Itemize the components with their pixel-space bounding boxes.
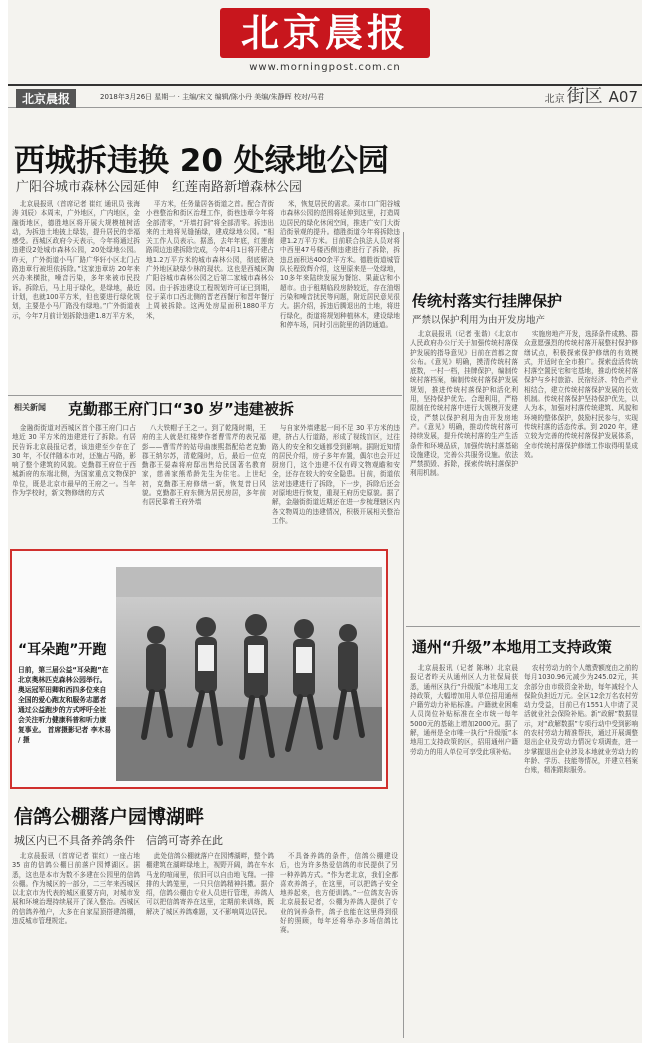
page-header-bar [8,84,642,108]
masthead [8,0,642,78]
jobs-column-2: 农村劳动力的个人缴费额度由之前的每月1030.96元减少为245.02元，其余部分由市级资金补助，每年减轻个人保险负担近万元。全区12余万名农村劳动力受益，目前已有1551人申请了灵活就业社会保险补贴。新“政解”数据显示，对“政解数据”专项行动中受到影响的农村劳动力精准帮扶，通过开展调整退出企业及劳动力情况专项调查，进一步掌握退出企业涉及本地就业劳动力的年龄、学历、技能等情况，并建立档案台账，精准跟踪服务。 [524,664,638,775]
news-photo [116,567,382,781]
kezhe-column-1: 金融街街道对西城区首个郡王府门口占地近 30 平方米的违建进行了拆除。有居民告诉北京晨报记者，该违建至少存在了 30 年，不仅伴随本市对，还施占马路，影响了整个建筑的风貌。克勤郡王府位于西城新府的东端北侧，为国家重点文物保护单位，既是北京市最早的王府之一。当年作为学校时，新文物修缮的方式 [12,424,136,498]
edition-label [545,82,638,108]
kezhe-column-3: 与自家外墙建起一间不足 30 平方米的违建，挤占人行道路，形成了视线盲区，过往路人的安全和交通都受到影响。据附近知情的居民介绍，房子多年弃置，偶尔也会开过厨房门，这个违建不仅有碍文物观瞻和安全，还存在较大的安全隐患。日前，街道依法对违建进行了拆除，下一步，拆除后还会对原地进行恢复，重现王府历史原貌。据了解，金融街街道近期还在进一步梳理辖区内各文物周边的违建情况，积极开展相关整治工作。 [272,424,400,525]
photo-caption-text: 日前，第三届公益“耳朵跑”在北京奥林匹克森林公园举行。奥运冠军田卿和西四多位来自全国的爱心跑友和服务志愿者通过公益跑步的方式呼吁全社会关注听力健康科普和听力康复事业。 [18,666,109,734]
divider [8,395,402,396]
edition-name: 街区 [566,86,603,107]
pigeon-subhead: 城区内已不具备养鸽条件 信鸽可寄养在此 [14,834,223,847]
heritage-headline: 传统村落实行挂牌保护 [412,292,563,310]
lead-column-1: 北京晨报讯（首席记者 崔红 通讯员 张海涛 刘辰）本周末，广外地区，广内地区，金融街地区，德胜地区将开展大规模植树活动，为拆违土地披上绿装，提升居民的幸福感受。西城区政府今天表示，今年将通过拆违建设2处城市森林公园，20处绿地公园。昨天，广外街道小马厂路广华轩小区北门占路违章行被坦依拆除。”这家违章坊 20年来兴办来横批，噪音污染，多年来被市民投诉。拆除后，马上用于绿化，是绿地，最近计划，也就100平方米，但也要进行绿化规划，主要是小马厂路没有绿地。”广外街道表示，今年7月前计划拆除违建1.8万平方米， [12,200,140,320]
photo-credit: 首席摄影记者 李木易 / 摄 [18,726,112,744]
masthead-url: www.morningpost.com.cn [249,62,401,73]
pigeon-column-1: 北京晨报讯（首席记者 崔红）一座占地 35 亩的信鸽公棚日前落户园博湖区。据悉，这也是本市为数不多建在公园里的信鸽公棚。作为城区的一部分，二三年来西城区以北京市为代表的城区重要方向，对城市发展和环境治理持续展开了深入整治。西城区的信鸽养殖户，大多在自家屋顶搭建鸽棚，违反城市管理规定。 [12,852,140,926]
masthead-logo: 北京晨报 [220,8,430,58]
photo-caption [18,665,112,745]
edition-prefix: 北京 [544,94,565,105]
lead-column-3: 米，恢复居民的需求。菜市口广阳谷城市森林公园的范围将延伸到这里，打造周边居民的绿化休闲空间，推进广安门大街沿街景观的提升。德胜街道今年将拆除违建1.2万平方米。目前联合执法人员对将中西里47号楼西侧违建进行了拆除，拆违总面积达400余平方米。德胜街道城管队长程致辉介绍，这里原来是一处绿地，10多年来陆续发展为餐馆、果蔬店和小超市。由于租期临段房龄较近，存在油烟污染和噪音扰民等问题，附近居民意见很大。据介绍，拆违后腾退出的土地，将进行绿化，街道将规划种植林木，建设绿地和停车场，同时引出院里的消防通道。 [280,200,400,329]
newspaper-page [8,0,642,1043]
section-badge: 北京晨报 [16,89,76,108]
kezhe-headline: 克勤郡王府门口“30 岁”违建被拆 [68,400,294,418]
lead-subhead: 广阳谷城市森林公园延伸 红莲南路新增森林公园 [16,180,303,195]
pigeon-headline: 信鸽公棚落户园博湖畔 [14,806,205,828]
lead-headline: 西城拆违换 20 处绿地公园 [14,143,389,179]
heritage-column-1: 北京晨报讯（记者 张谐）《北京市人民政府办公厅关于加强传统村落保护发展的指导意见》日前在首都之窗公布。《意见》明确，摸清传统村落底数，一村一档，挂牌保护，编制传统村落档案，编制传统村落保护发展规划，推进传统村落保护和活化利用，坚持保护优先、合理利用，严格限制在传统村落中进行大规模开发建设，严禁以保护利用为由开发房地产。《意见》明确，推动传统村落可持续发展，提升传统村落的生产生活条件和环境品质，加强传统村落基础设施建设，完善公共服务设施。依法严禁损毁、拆除，探索传统村落保护利用机制。 [410,330,518,478]
jobs-headline: 通州“升级”本地用工支持政策 [412,638,612,656]
page-number: A07 [608,88,638,106]
kezhe-column-2: 八大铁帽子王之一。到了乾隆时期，王府的主人就是红楼梦作者曹雪芹的表兄福彭——曹雪芹的姑母曲康熙指配给老克勤郡王纳尔苏，清乾隆时，后，最后一位克勤郡王晏森将府邸出售给民国著名教育家，慈善家熊希龄先生为住宅。上世纪初，克勤郡王府修缮一新，恢复昔日风貌。克勤郡王府东侧为居民房居，多年前有居民靠着王府外墙 [142,424,266,507]
heritage-subhead: 严禁以保护利用为由开发房地产 [412,315,546,326]
heritage-column-2: 实施房地产开发，选择条件成熟、群众意愿强烈的传统村落开展整村保护修缮试点，积极探索保护修缮的有效模式，并适时在全市推广。探索盘活传统村落空置民宅和宅基地，推动传统村落保护与乡村旅游、民宿经济、特色产业相结合，建立传统村落保护发展的长效机制。传统村落保护坚持保护优先，以人为本，加强对村落传统建筑、风貌和环境的整体保护，鼓励村民参与，实现传统村落的活态传承。到 2020 年，建立较为完善的传统村落保护发展体系，全市传统村落保护修缮工作取得明显成效。 [524,330,638,459]
pigeon-column-2: 此处信鸽公棚就落户在园博湖畔，整个鸽棚建筑在湖畔绿地上，视野开阔，鸽在车水马龙的喧闹里，依旧可以自由地飞翔。一排排的大鸽笼里，一只只信鸽精神抖擞。据介绍，信鸽公棚由专业人员进行管理，养鸽人可以把信鸽寄养在这里，定期前来训练，既解决了城区养鸽难题，又不影响周边居民。 [146,852,274,916]
photo-caption-title: “耳朵跑”开跑 [18,642,107,658]
dateline: 2018年3月26日 星期一 · 主编/宋文 编辑/陈小丹 美编/朱静晖 校对/马君 [100,93,325,101]
pigeon-column-3: 不具备养鸽的条件，信鸽公棚建设后，也为许多热爱信鸽的市民提供了另一种养鸽方式。“作为老北京，我们全都喜欢养鸽子，在这里，可以把鸽子安全地养起来，也方便训鸽。”一位鸽友告诉北京晨报记者，公棚为养鸽人提供了专业的饲养条件，鸽子也能在这里得到很好的照顾，每年还将举办多场信鸽比赛。 [280,852,398,935]
runners-image [116,567,382,781]
related-news-tag: 相关新闻 [14,403,46,412]
photo-feature-box [10,549,388,789]
lead-column-2: 平方米，任务量居各街道之首。配合背街小巷整治和街区治理工作，街巷违章今年将全部清零，“开墙打洞”将全部清零。拆违出来的土地将见缝插绿，建成绿地公园。“相关工作人员表示。据悉，去年年底，红莲南路周边违建拆除完成，今年4月1日将开建占地1.2万平方米的城市森林公园，彻底解决广外地区缺绿少林的现状。这也是西城区陶广阳谷城市森林公园之后第二家城市森林公园。由于拆违建设工程规划许可证已到期，位于菜市口西北侧的晋老西餐厅和晋年餐厅上周被拆除。这两处房屋面积1880平方米， [146,200,274,320]
jobs-column-1: 北京晨报讯（记者 陈琳）北京晨报记者昨天从通州区人力社保局获悉，通州区执行“升级版”本地用工支持政策，大幅增加用人单位招用通州户籍劳动力补贴标准。户籍就业困难人员岗位补贴标准在全市统一每年5000元的基础上增加2000元。据了解，通州是全市唯一执行“升级版”本地用工支持政策的区，招用通州户籍劳动力的用人单位可享受此项补贴。 [410,664,518,756]
